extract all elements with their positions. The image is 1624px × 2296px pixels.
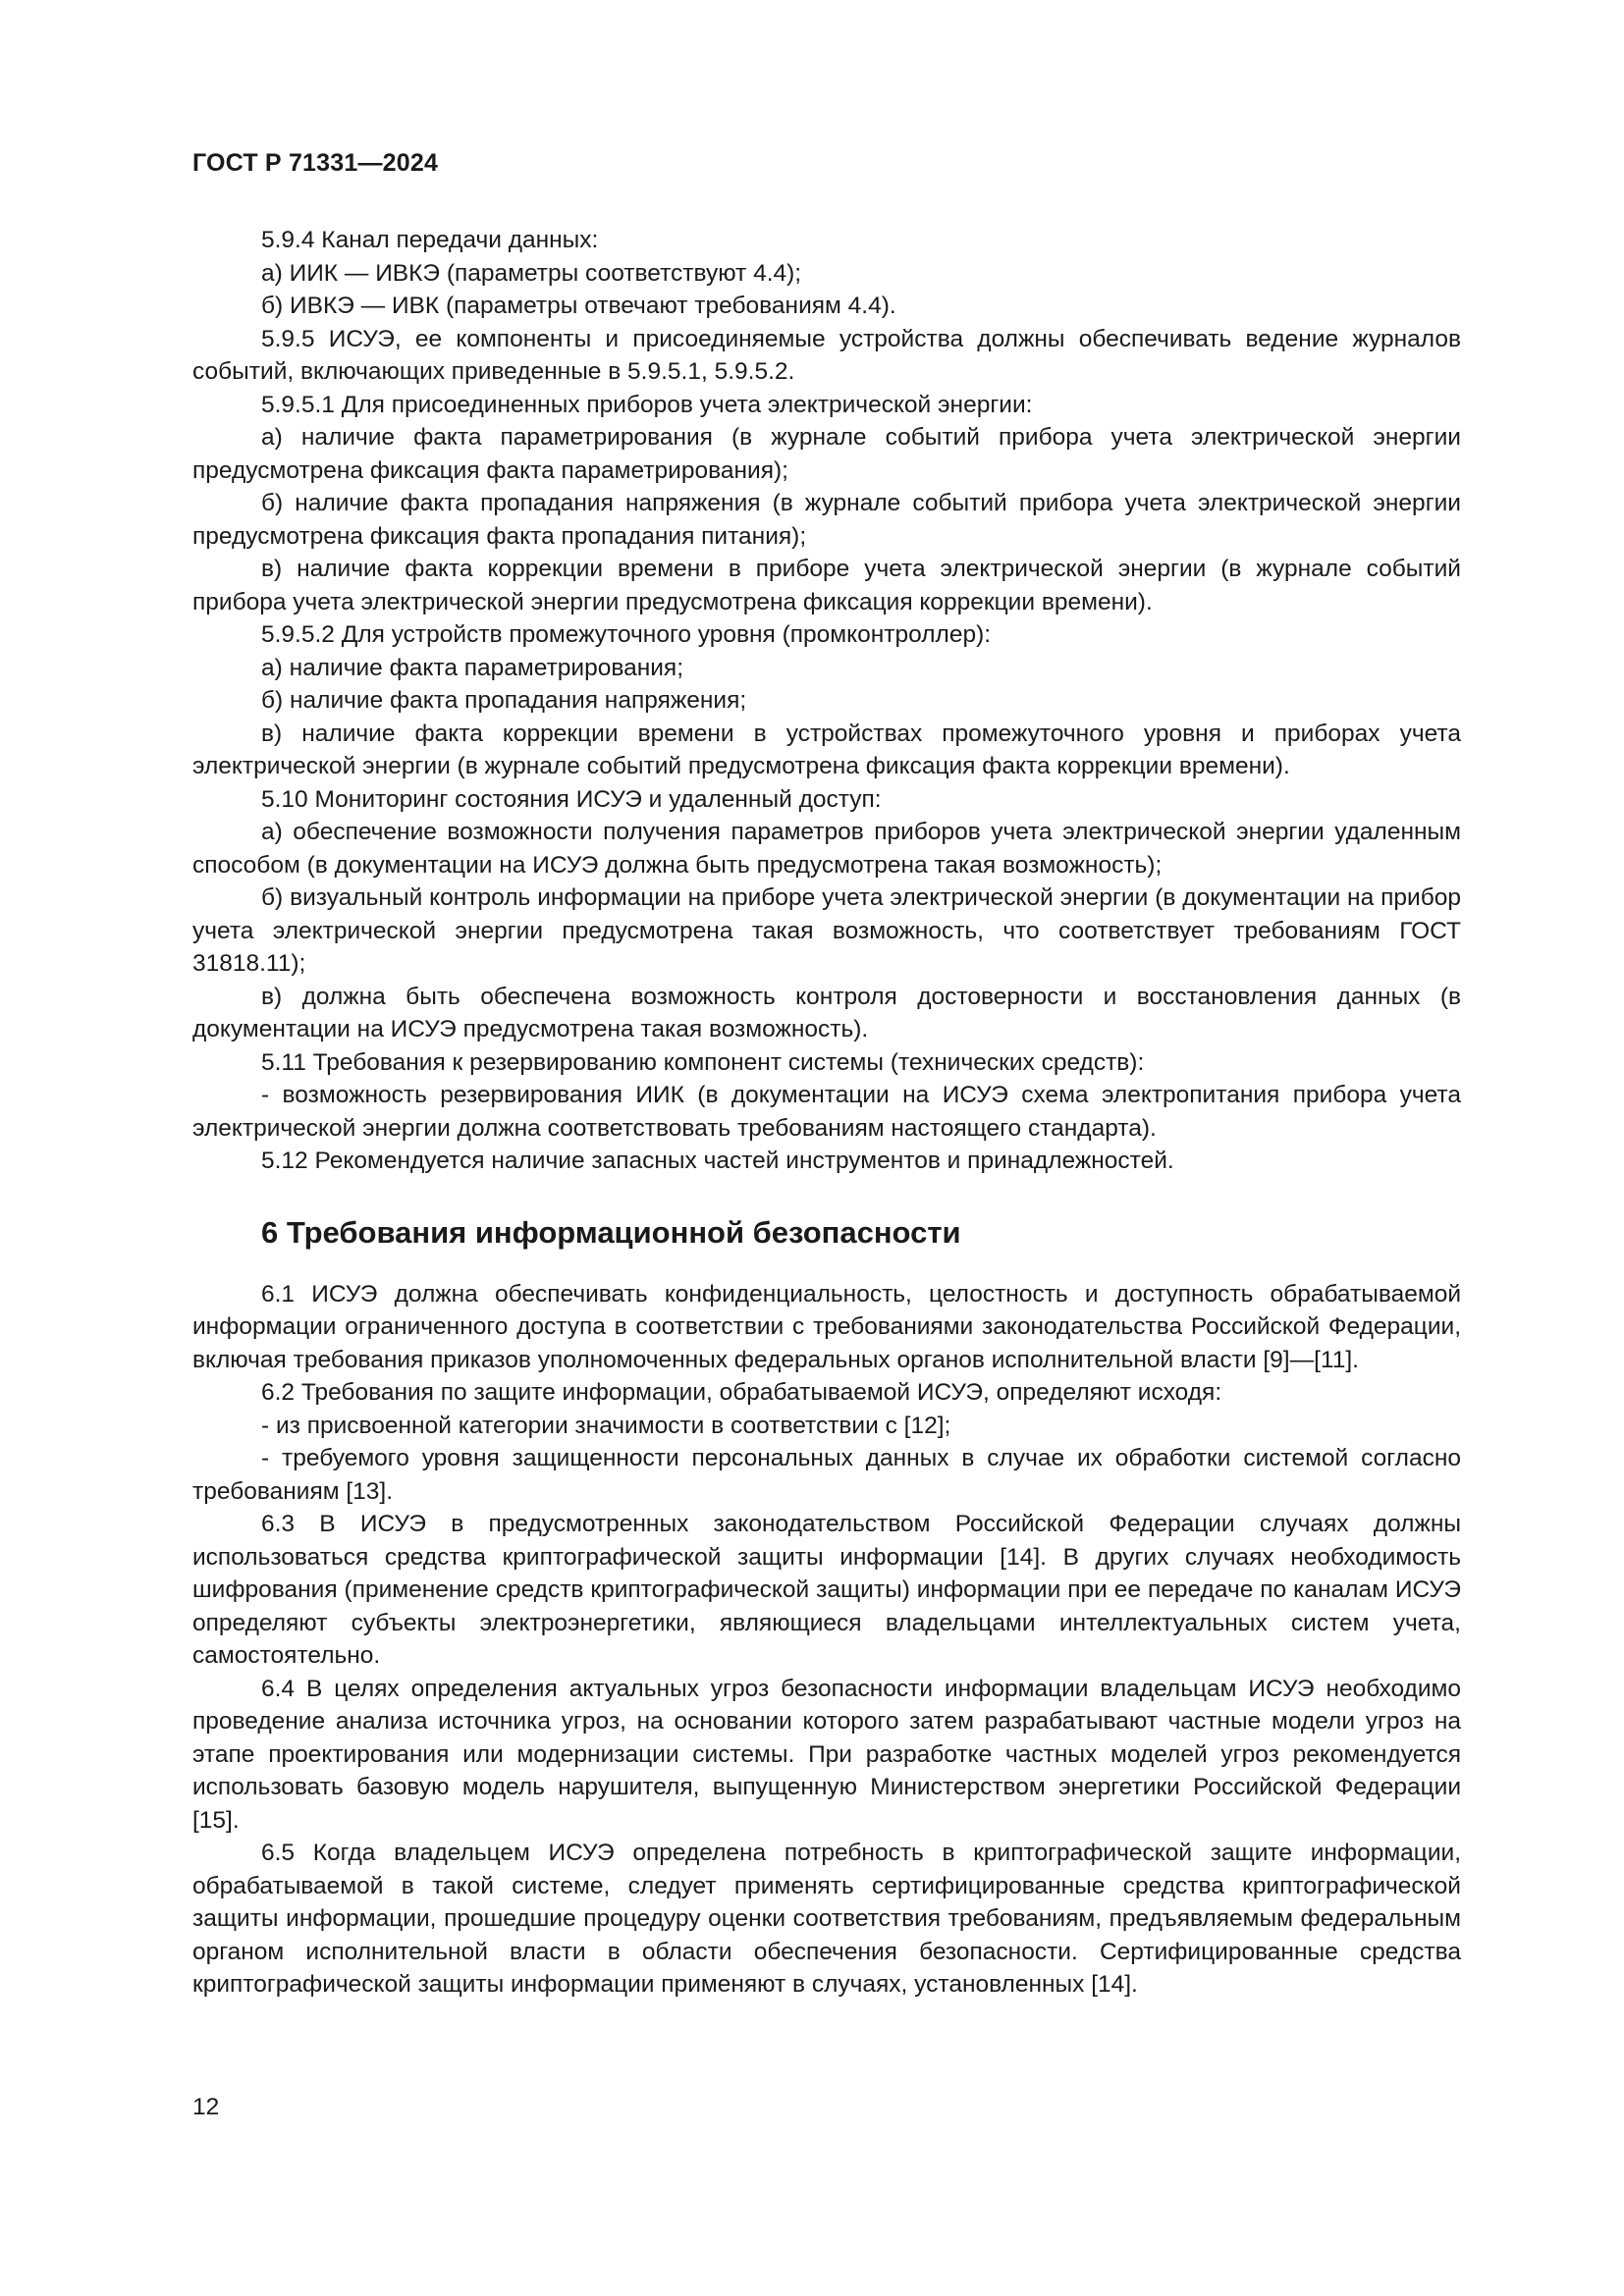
paragraph: 6.3 В ИСУЭ в предусмотренных законодательством Российской Федерации случаях должны использоваться средства криптографической защиты информации [14]. В других случаях необходимость шифрования (применение средств криптографической защиты) информации при ее передаче по каналам ИСУЭ определяют субъекты электроэнергетики, являющиеся владельцами интеллектуальных систем учета, самостоятельно. [192,1511,1461,1669]
paragraph: б) визуальный контроль информации на приборе учета электрической энергии (в документации на прибор учета электрической энергии предусмотрена такая возможность, что соответствует требованиям ГОСТ 31818.11); [192,884,1461,977]
paragraph: 5.9.4 Канал передачи данных: [261,227,599,253]
paragraph: а) наличие факта параметрирования (в журнале событий прибора учета электрической энергии предусмотрена фиксация факта параметрирования); [192,424,1461,484]
paragraph: а) обеспечение возможности получения параметров приборов учета электрической энергии удаленным способом (в документации на ИСУЭ должна быть предусмотрена такая возможность); [192,819,1461,879]
page-content [192,224,1461,2002]
paragraph: а) ИИК — ИВКЭ (параметры соответствуют 4.4); [261,259,802,287]
paragraph: в) должна быть обеспечена возможность контроля достоверности и восстановления данных (в документации на ИСУЭ предусмотрена такая возможность). [192,983,1461,1042]
paragraph: б) наличие факта пропадания напряжения; [261,687,747,714]
paragraph: 5.9.5.2 Для устройств промежуточного уровня (промконтроллер): [261,621,992,648]
paragraph: в) наличие факта коррекции времени в приборе учета электрической энергии (в журнале событий прибора учета электрической энергии предусмотрена фиксация коррекции времени). [192,556,1461,615]
paragraph: в) наличие факта коррекции времени в устройствах промежуточного уровня и приборах учета электрической энергии (в журнале событий предусмотрена фиксация факта коррекции времени). [192,720,1461,779]
paragraph: 5.9.5 ИСУЭ, ее компоненты и присоединяемые устройства должны обеспечивать ведение журналов событий, включающих приведенные в 5.9.5.1, 5.9.5.2. [192,325,1461,385]
paragraph: 5.12 Рекомендуется наличие запасных частей инструментов и принадлежностей. [261,1148,1174,1174]
section-heading: 6 Требования информационной безопасности [261,1214,961,1250]
paragraph: 6.1 ИСУЭ должна обеспечивать конфиденциальность, целостность и доступность обрабатываемой информации ограниченного доступа в соответствии с требованиями законодательства Российской Федерации, включая требования приказов уполномоченных федеральных органов исполнительной власти [9]—[11]. [192,1280,1461,1373]
paragraph: а) наличие факта параметрирования; [261,654,684,681]
paragraph: б) наличие факта пропадания напряжения (в журнале событий прибора учета электрической энергии предусмотрена фиксация факта пропадания питания); [192,490,1461,550]
paragraph: - требуемого уровня защищенности персональных данных в случае их обработки системой согласно требованиям [13]. [192,1445,1461,1505]
paragraph: 5.10 Мониторинг состояния ИСУЭ и удаленный доступ: [261,785,882,813]
paragraph: б) ИВКЭ — ИВК (параметры отвечают требованиям 4.4). [261,293,896,319]
paragraph: 6.4 В целях определения актуальных угроз безопасности информации владельцам ИСУЭ необходимо проведение анализа источника угроз, на основании которого затем разрабатывают частные модели угроз на этапе проектирования или модернизации системы. При разработке частных моделей угроз рекомендуется использовать базовую модель нарушителя, выпущенную Министерством энергетики Российской Федерации [15]. [192,1675,1461,1834]
paragraph: 6.2 Требования по защите информации, обрабатываемой ИСУЭ, определяют исходя: [261,1379,1222,1406]
paragraph: 5.9.5.1 Для присоединенных приборов учета электрической энергии: [261,391,1033,418]
paragraph: - возможность резервирования ИИК (в документации на ИСУЭ схема электропитания прибора учета электрической энергии должна соответствовать требованиям настоящего стандарта). [192,1082,1461,1142]
paragraph: 5.11 Требования к резервированию компонент системы (технических средств): [261,1048,1145,1076]
paragraph: - из присвоенной категории значимости в соответствии с [12]; [261,1412,951,1439]
page-number: 12 [192,2094,220,2120]
document-code-header: ГОСТ Р 71331—2024 [192,149,439,177]
paragraph: 6.5 Когда владельцем ИСУЭ определена потребность в криптографической защите информации, обрабатываемой в такой системе, следует применять сертифицированные средства криптографической защиты информации, прошедшие процедуру оценки соответствия требованиям, предъявляемым федеральным органом исполнительной власти в области обеспечения безопасности. Сертифицированные средства криптографической защиты информации применяют в случаях, установленных [14]. [192,1840,1461,1998]
